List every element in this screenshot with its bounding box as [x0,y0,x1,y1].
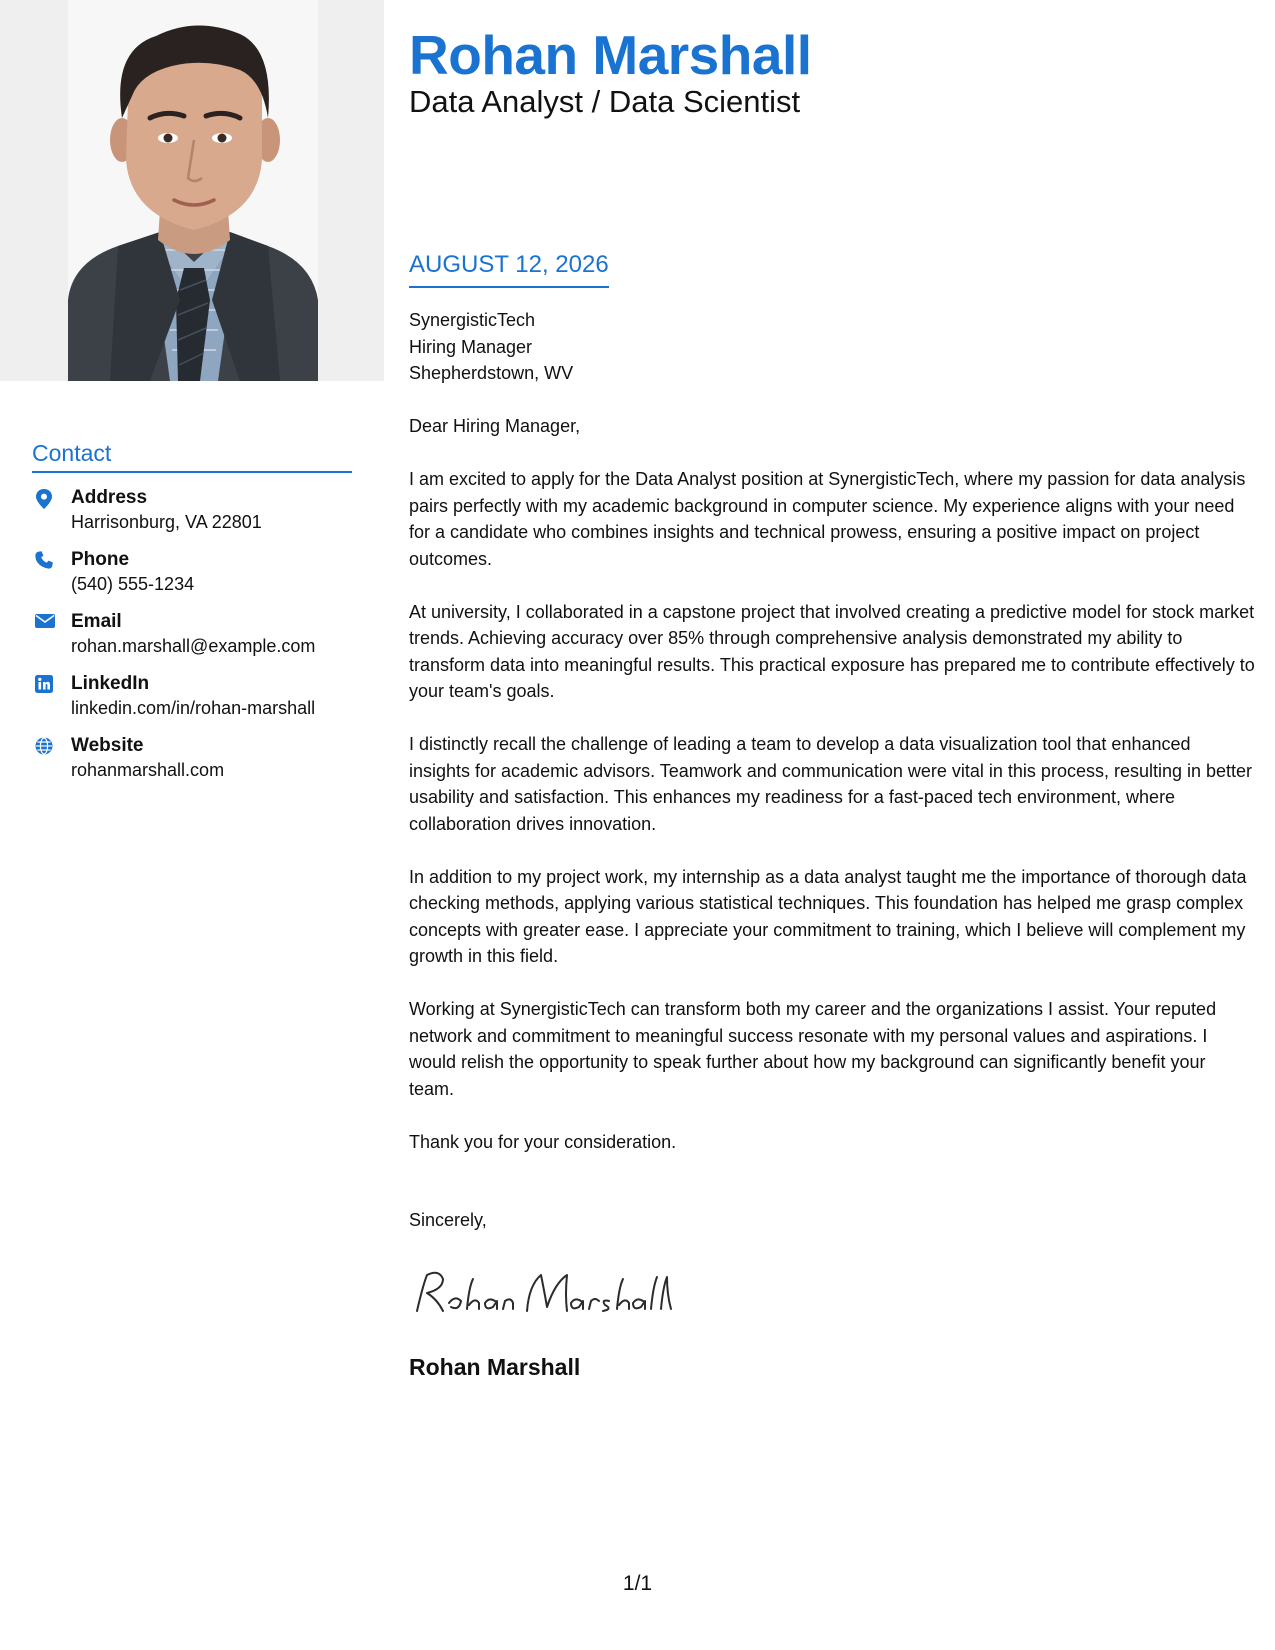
contact-value[interactable]: rohan.marshall@example.com [71,636,316,656]
body-paragraph: I distinctly recall the challenge of leading a team to develop a data visualization tool that enhanced insights for academic advisors. Teamwork and communication were vital in this process, resulting in better usability and satisfaction. This enhances my readiness for a fast-paced tech environment, where collaboration drives innovation. [409,734,1253,834]
contact-section [32,437,352,783]
closing: Sincerely, [409,1210,487,1230]
map-pin-icon [35,489,53,507]
contact-label: Email [71,611,122,632]
letter-body [409,413,1255,1182]
contact-website [32,734,352,783]
linkedin-icon [35,675,53,693]
contact-label: LinkedIn [71,673,150,694]
body-paragraph: Working at SynergisticTech can transform both my career and the organizations I assist. Your reputed network and commitment to meaningful success resonate with my personal values and aspirations. I would relish the opportunity to speak further about how my background can significantly benefit your team. [409,999,1217,1099]
contact-heading: Contact [32,437,352,473]
contact-email [32,610,352,659]
salutation: Dear Hiring Manager, [409,416,581,436]
envelope-icon [35,613,53,631]
job-title: Data Analyst / Data Scientist [409,84,801,119]
recipient-company: SynergisticTech [409,310,536,330]
contact-label: Phone [71,549,130,570]
signed-name: Rohan Marshall [409,1354,581,1380]
letter-date: AUGUST 12, 2026 [409,248,609,288]
contact-label: Address [71,487,148,508]
recipient-block [409,307,573,387]
contact-label: Website [71,735,144,756]
handwritten-signature [409,1265,679,1330]
globe-icon [35,737,53,755]
contact-value[interactable]: linkedin.com/in/rohan-marshall [71,698,316,718]
recipient-role: Hiring Manager [409,336,533,357]
contact-linkedin [32,672,352,721]
contact-value: (540) 555-1234 [71,574,195,594]
phone-icon [35,551,53,569]
recipient-location: Shepherdstown, WV [409,363,574,383]
profile-photo [0,0,384,381]
body-paragraph: In addition to my project work, my internship as a data analyst taught me the importance of thorough data checking methods, applying various statistical techniques. This foundation has helped me grasp complex concepts with greater ease. I appreciate your commitment to training, which I believe will complement my growth in this field. [409,866,1247,966]
contact-value: Harrisonburg, VA 22801 [71,512,262,532]
applicant-name: Rohan Marshall [409,24,812,86]
thanks-line: Thank you for your consideration. [409,1131,677,1152]
contact-value[interactable]: rohanmarshall.com [71,760,225,780]
contact-phone [32,548,352,597]
body-paragraph: I am excited to apply for the Data Analyst position at SynergisticTech, where my passion for data analysis pairs perfectly with my academic background in computer science. My experience aligns with your need for a candidate who combines insights and technical prowess, ensuring a positive impact on project outcomes. [409,469,1246,569]
page-number: 1/1 [622,1572,653,1595]
body-paragraph: At university, I collaborated in a capstone project that involved creating a predictive model for stock market trends. Achieving accuracy over 85% through comprehensive analysis demonstrated my ability to transform data into meaningful results. This practical exposure has prepared me to contribute effectively to your team's goals. [409,601,1255,701]
contact-address [32,486,352,535]
